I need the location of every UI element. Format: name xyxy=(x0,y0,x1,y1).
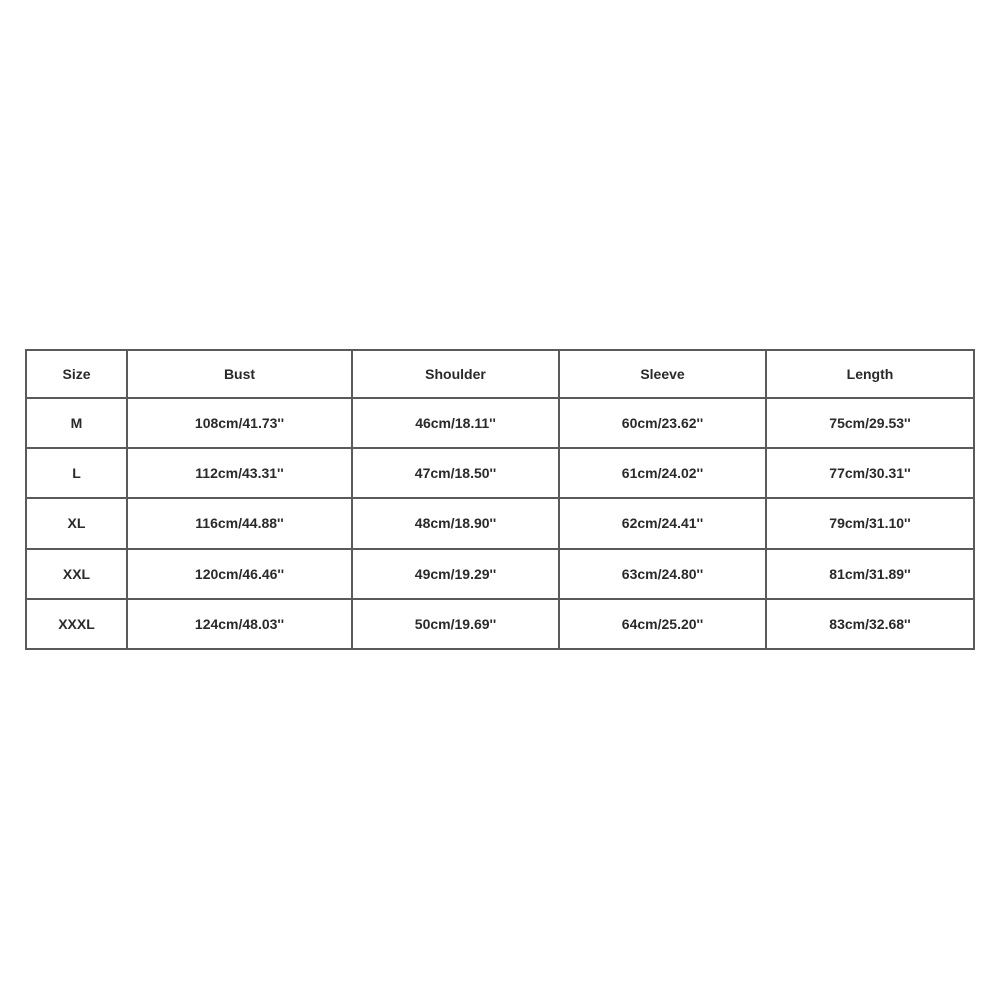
size-chart-table xyxy=(25,349,975,650)
cell-sleeve: 64cm/25.20'' xyxy=(559,599,766,649)
header-bust: Bust xyxy=(127,350,352,398)
header-sleeve: Sleeve xyxy=(559,350,766,398)
cell-sleeve: 63cm/24.80'' xyxy=(559,549,766,599)
cell-size: XL xyxy=(26,498,127,548)
header-size: Size xyxy=(26,350,127,398)
cell-shoulder: 50cm/19.69'' xyxy=(352,599,559,649)
cell-length: 77cm/30.31'' xyxy=(766,448,974,498)
cell-bust: 108cm/41.73'' xyxy=(127,398,352,448)
cell-size: XXL xyxy=(26,549,127,599)
table-row xyxy=(26,448,974,498)
cell-length: 79cm/31.10'' xyxy=(766,498,974,548)
cell-sleeve: 62cm/24.41'' xyxy=(559,498,766,548)
header-shoulder: Shoulder xyxy=(352,350,559,398)
cell-shoulder: 48cm/18.90'' xyxy=(352,498,559,548)
cell-size: XXXL xyxy=(26,599,127,649)
cell-size: L xyxy=(26,448,127,498)
cell-bust: 116cm/44.88'' xyxy=(127,498,352,548)
cell-shoulder: 49cm/19.29'' xyxy=(352,549,559,599)
table-row xyxy=(26,398,974,448)
cell-bust: 124cm/48.03'' xyxy=(127,599,352,649)
cell-shoulder: 46cm/18.11'' xyxy=(352,398,559,448)
table-row xyxy=(26,549,974,599)
table-row xyxy=(26,599,974,649)
cell-length: 75cm/29.53'' xyxy=(766,398,974,448)
cell-length: 83cm/32.68'' xyxy=(766,599,974,649)
cell-sleeve: 61cm/24.02'' xyxy=(559,448,766,498)
cell-bust: 112cm/43.31'' xyxy=(127,448,352,498)
header-length: Length xyxy=(766,350,974,398)
cell-shoulder: 47cm/18.50'' xyxy=(352,448,559,498)
header-row xyxy=(26,350,974,398)
cell-sleeve: 60cm/23.62'' xyxy=(559,398,766,448)
table-row xyxy=(26,498,974,548)
cell-length: 81cm/31.89'' xyxy=(766,549,974,599)
cell-bust: 120cm/46.46'' xyxy=(127,549,352,599)
cell-size: M xyxy=(26,398,127,448)
